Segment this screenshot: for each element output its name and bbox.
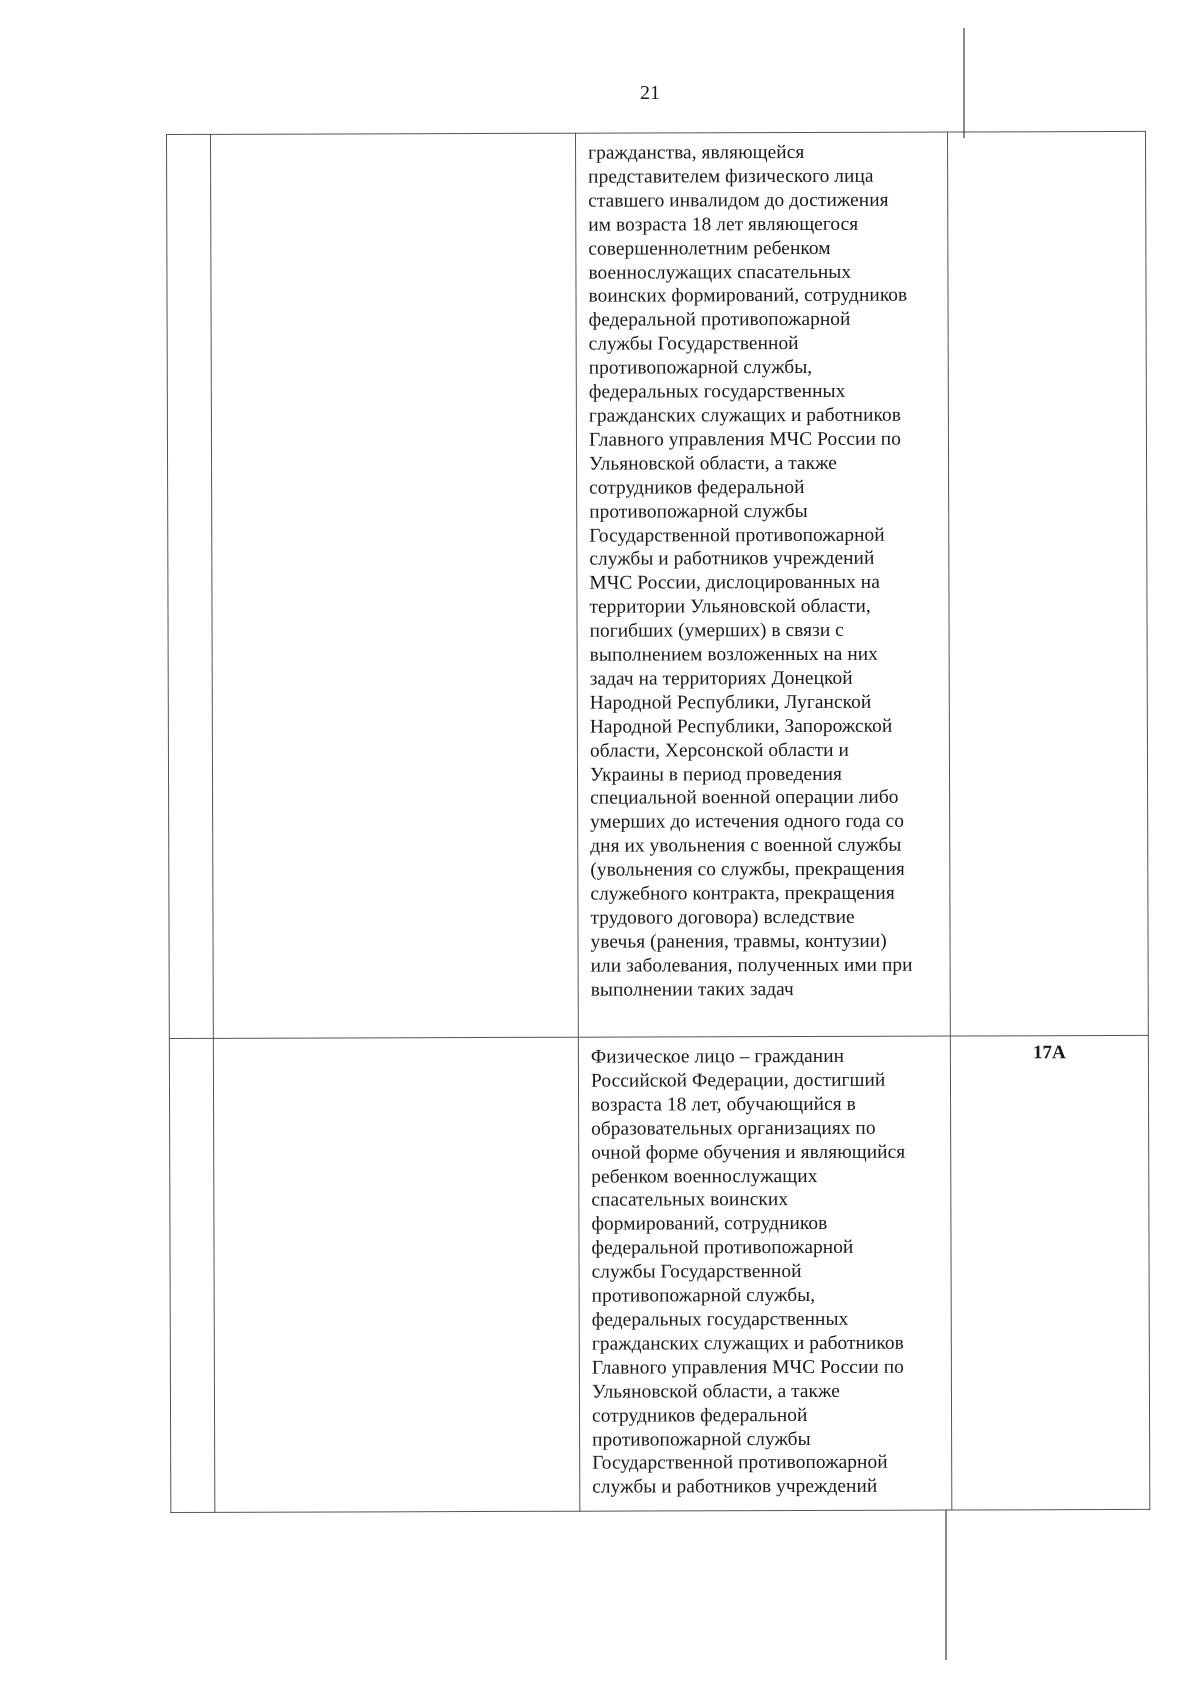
- description-line: противопожарной службы,: [588, 357, 813, 379]
- table-row: [169, 1035, 1149, 1512]
- description-line: МЧС России, дислоцированных на: [589, 572, 880, 594]
- scan-fold-line-top: [963, 28, 965, 138]
- description-line: увечья (ранения, травмы, контузии): [590, 930, 887, 953]
- description-line: Ульяновской области, а также: [589, 452, 837, 475]
- description-line: выполнением возложенных на них: [589, 643, 878, 666]
- description-line: области, Херсонской области и: [589, 739, 849, 762]
- description-line: образовательных организациях по: [591, 1117, 876, 1140]
- description-line: сотрудников федеральной: [591, 1404, 808, 1427]
- description-line: федеральной противопожарной: [591, 1237, 854, 1259]
- description-line: (увольнения со службы, прекращения: [590, 858, 905, 881]
- page-number: 21: [640, 82, 660, 104]
- description-line: противопожарной службы: [589, 500, 808, 523]
- description-line: спасательных воинских: [591, 1189, 789, 1212]
- scan-fold-line-bottom: [945, 1510, 947, 1660]
- description-line: противопожарной службы: [592, 1428, 811, 1451]
- description-line: Народной Республики, Луганской: [589, 691, 872, 714]
- description-line: гражданства, являющейся: [588, 141, 805, 164]
- description-line: умерших до истечения одного года со: [590, 811, 905, 834]
- description-line: Главного управления МЧС России по: [591, 1356, 904, 1379]
- description-line: службы и работников учреждений: [592, 1476, 878, 1498]
- row-description-cell: [578, 1036, 951, 1511]
- row-name-cell: [213, 1037, 579, 1512]
- description-line: гражданских служащих и работников: [591, 1332, 904, 1355]
- description-line: территории Ульяновской области,: [589, 596, 871, 618]
- description-line: службы и работников учреждений: [589, 548, 875, 571]
- description-line: служебного контракта, прекращения: [590, 882, 895, 905]
- description-line: или заболевания, полученных ими при: [590, 954, 913, 977]
- description-line: Ульяновской области, а также: [591, 1380, 840, 1403]
- description-line: погибших (умерших) в связи с: [589, 619, 844, 642]
- description-line: Государственной противопожарной: [589, 524, 885, 547]
- description-line: совершеннолетним ребенком: [588, 237, 831, 260]
- description-line: дня их увольнения с военной службы: [590, 834, 902, 857]
- description-line: ставшего инвалидом до достижения: [588, 189, 889, 212]
- document-table: [166, 131, 1150, 1513]
- description-line: Государственной противопожарной: [592, 1452, 888, 1475]
- description-line: задач на территориях Донецкой: [589, 667, 853, 690]
- description-line: федеральных государственных: [588, 380, 846, 403]
- description-line: специальной военной операции либо: [590, 787, 899, 810]
- description-line: выполнении таких задач: [590, 978, 794, 1001]
- description-line: гражданских служащих и работников: [588, 404, 901, 427]
- row-description-cell: [575, 132, 950, 1037]
- description-line: формирований, сотрудников: [591, 1213, 828, 1236]
- description-line: Физическое лицо – гражданин: [590, 1045, 845, 1068]
- description-text: [588, 141, 944, 1003]
- description-line: военнослужащих спасательных: [588, 261, 852, 284]
- description-line: службы Государственной: [588, 333, 799, 355]
- row-name-cell: [211, 133, 579, 1038]
- description-line: службы Государственной: [591, 1261, 802, 1283]
- description-line: Главного управления МЧС России по: [588, 428, 901, 451]
- description-line: представителем физического лица: [588, 165, 874, 188]
- row-number-cell: [167, 134, 214, 1038]
- row-code-cell: [947, 131, 1148, 1036]
- description-line: федеральных государственных: [591, 1308, 849, 1331]
- description-line: им возраста 18 лет являющегося: [588, 213, 859, 236]
- description-line: возраста 18 лет, обучающийся в: [591, 1093, 856, 1116]
- description-line: федеральной противопожарной: [588, 309, 851, 332]
- description-line: сотрудников федеральной: [589, 476, 805, 499]
- description-line: Народной Республики, Запорожской: [589, 715, 893, 738]
- description-line: трудового договора) вследствие: [590, 906, 855, 929]
- table-row: [167, 131, 1149, 1038]
- description-text: [591, 1045, 945, 1500]
- description-line: воинских формирований, сотрудников: [588, 285, 908, 308]
- description-line: очной форме обучения и являющийся: [591, 1141, 906, 1164]
- description-line: Украины в период проведения: [589, 763, 842, 786]
- description-line: противопожарной службы,: [591, 1285, 816, 1307]
- row-number-cell: [169, 1038, 214, 1512]
- row-code-cell: 17А: [950, 1035, 1149, 1510]
- description-line: Российской Федерации, достигший: [590, 1069, 886, 1092]
- description-line: ребенком военнослужащих: [591, 1165, 818, 1188]
